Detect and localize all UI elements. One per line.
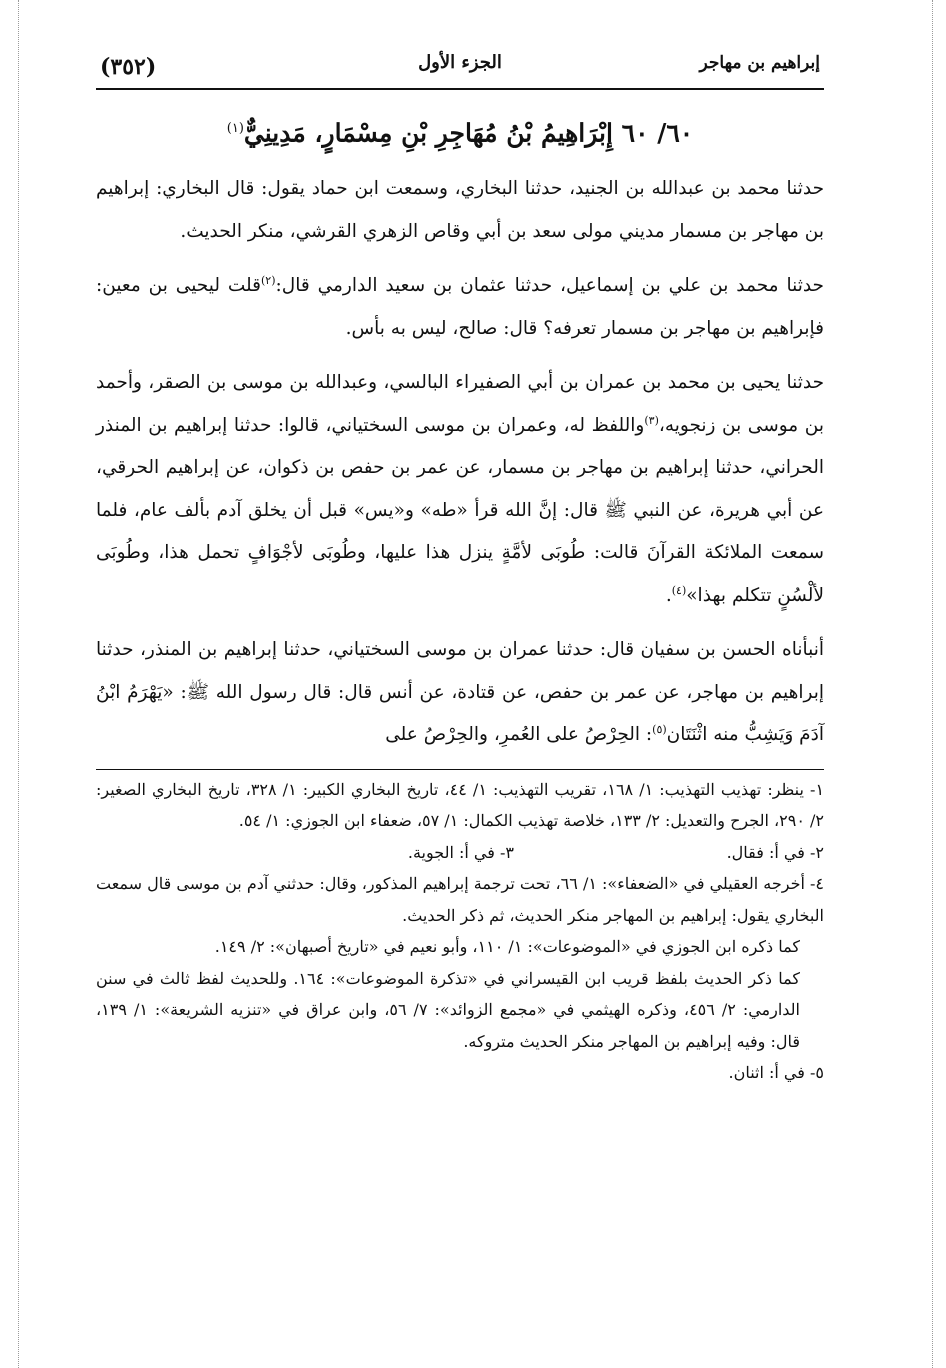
scan-right-edge [932,0,933,1368]
paragraph-text: حدثنا يحيى بن محمد بن عمران بن أبي الصفيراء البالسي، وعبدالله بن موسى بن الصقر، وأحمد بن موسى بن زنجويه، [96,372,824,436]
footnote-ref: (٣) [644,413,659,427]
scan-left-edge [18,0,19,1368]
footnote-5: ٥- في أ: اثنان. [728,1063,824,1083]
paragraph-text: قلت ليحيى بن معين: فإبراهيم بن مهاجر بن مسمار تعرفه؟ قال: صالح، ليس به بأس. [96,275,824,339]
footnote-ref: (٤) [671,583,687,597]
page-number: (٣٥٢) [100,54,157,80]
paragraph [96,168,824,253]
footnote-ref: (١) [226,121,244,136]
footnote-row [96,837,824,869]
paragraph-text: : الحِرْصُ على العُمرِ، والحِرْصُ على [385,724,653,746]
footnote-4: ٤- أخرجه العقيلي في «الضعفاء»: ١/ ٦٦، تحت ترجمة إبراهيم المذكور، وقال: حدثني آدم بن موسى قال سمعت البخاري يقول: إبراهيم بن المهاجر منكر الحديث، ثم ذكر الحديث. [96,874,825,925]
running-title: إبراهيم بن مهاجر [699,53,820,73]
entry-heading [96,110,824,152]
footnote-3: ٣- في أ: الجوية. [407,842,514,862]
paragraph-text: حدثنا محمد بن علي بن إسماعيل، حدثنا عثمان بن سعيد الدارمي قال: [275,275,824,297]
paragraph [96,629,824,757]
book-page [96,40,824,1089]
volume-label: الجزء الأول [418,52,502,73]
footnotes [96,769,824,1089]
footnote-2: ٢- في أ: فقال. [726,842,824,862]
footnote-4-continued: كما ذكره ابن الجوزي في «الموضوعات»: ١/ ١١٠، وأبو نعيم في «تاريخ أصبهان»: ٢/ ١٤٩. [214,937,800,957]
entry-title: ٦٠/ ٦٠ إِبْرَاهِيمُ بْنُ مُهَاجِرِ بْنِ مِسْمَارٍ، مَدِينِيٌّ [243,118,694,148]
footnote-4-continued: كما ذكر الحديث بلفظ قريب ابن القيسراني في «تذكرة الموضوعات»: ١٦٤. وللحديث لفظ ثالث في سنن الدارمي: ٢/ ٤٥٦، وذكره الهيثمي في «مجمع الزوائد»: ٧/ ٥٦، وابن عراق في «تنزيه الشريعة»: ١/ ١٣٩، قال: وفيه إبراهيم بن المهاجر منكر الحديث متروكه. [96,968,801,1051]
running-header [96,40,824,90]
footnote-ref: (٢) [261,274,276,288]
paragraph: حدثنا يحيى بن محمد بن عمران بن أبي الصفيراء البالسي، وعبدالله بن موسى بن الصقر، وأحمد بن موسى بن زنجويه،$^{(٣)}$واللفظ له، وعمران بن موسى السختياني، قالوا: حدثنا إبراهيم بن المنذر الحراني، حدثنا إبراهيم بن مهاجر بن مسمار، عن عمر بن حفص بن ذكوان، عن إبراهيم الحرقي، عن أبي هريرة، عن النبي ﷺ قال: إنَّ الله قرأ «طه» و«يس» قبل أن يخلق آدم بألف عام، فلما سمعت الملائكة القرآنَ قالت: طُوبَى لأمَّةٍ ينزل هذا عليها، وطُوبَى لأجْوَافٍ تحمل هذا، وطُوبَى لألْسُنٍ تتكلم بهذا»$^{(٤)}$. [96,372,824,606]
paragraph-text: أنبأناه الحسن بن سفيان قال: حدثنا عمران بن موسى السختياني، حدثنا إبراهيم بن المنذر، حدثنا إبراهيم بن مهاجر، عن عمر بن حفص، عن قتادة، عن أنس قال: قال رسول الله ﷺ: «يَهْرَمُ ابْنُ آدَمَ وَيَشِبُّ منه اثْنَتَان [96,639,824,746]
paragraph-text: حدثنا محمد بن عبدالله بن الجنيد، حدثنا البخاري، وسمعت ابن حماد يقول: قال البخاري: إبراهيم بن مهاجر بن مسمار مديني مولى سعد بن أبي وقاص الزهري القرشي، منكر الحديث. [96,178,824,242]
main-text [96,168,824,757]
paragraph [96,265,824,350]
footnote-ref: (٥) [652,723,667,737]
footnote-1: ١- ينظر: تهذيب التهذيب: ١/ ١٦٨، تقريب التهذيب: ١/ ٤٤، تاريخ البخاري الكبير: ١/ ٣٢٨، تاريخ البخاري الصغير: ٢/ ٢٩٠، الجرح والتعديل: ٢/ ١٣٣، خلاصة تهذيب الكمال: ١/ ٥٧، ضعفاء ابن الجوزي: ١/ ٥٤. [96,779,825,831]
paragraph-text: واللفظ له، وعمران بن موسى السختياني، قالوا: حدثنا إبراهيم بن المنذر الحراني، حدثنا إبراهيم بن مهاجر بن مسمار، عن عمر بن حفص بن ذكوان، عن إبراهيم الحرقي، عن أبي هريرة، عن النبي ﷺ قال: إنَّ الله قرأ «طه» و«يس» قبل أن يخلق آدم بألف عام، فلما سمعت الملائكة القرآنَ قالت: طُوبَى لأمَّةٍ ينزل هذا عليها، وطُوبَى لأجْوَافٍ تحمل هذا، وطُوبَى لألْسُنٍ تتكلم بهذا» [96,414,824,606]
